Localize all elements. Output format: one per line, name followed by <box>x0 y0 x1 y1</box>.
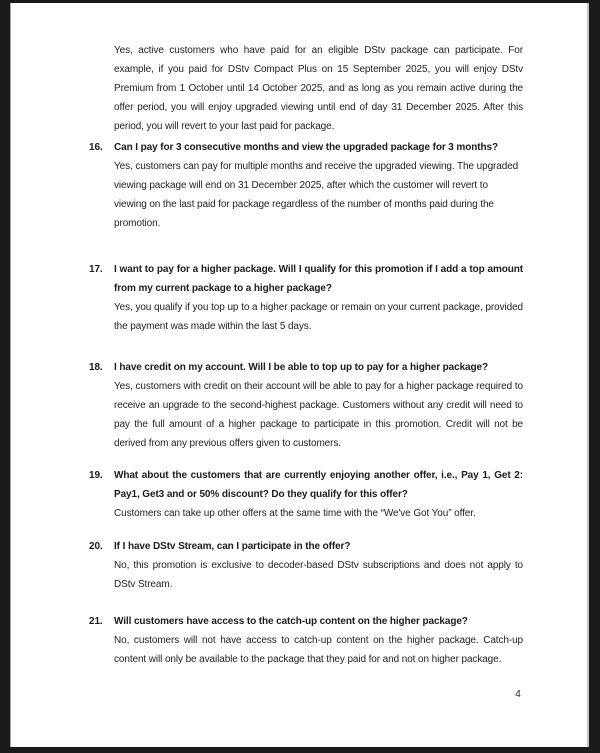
faq-item-number: 19. <box>89 470 103 481</box>
faq-question: I want to pay for a higher package. Will I qualify for this promotion if I add a top amount from my current package to a higher package? <box>114 264 523 294</box>
faq-item-19 <box>89 466 523 523</box>
faq-item-20 <box>89 537 523 594</box>
faq-item-body <box>114 138 523 233</box>
faq-item-body <box>114 466 523 523</box>
faq-answer: Yes, customers with credit on their account will be able to pay for a higher package required to receive an upgrade to the second-highest package. Customers without any credit will need to pay the full amount of a higher package to participate in this promotion. Credit will not be derived from any previous offers given to customers. <box>114 381 523 449</box>
intro-answer-paragraph: Yes, active customers who have paid for an eligible DStv package can participate. For example, if you paid for DStv Compact Plus on 15 September 2025, you will enjoy DStv Premium from 1 October until 14 October 2025, and as long as you remain active during the offer period, you will enjoy upgraded viewing until end of day 31 December 2025. After this period, you will revert to your last paid for package. <box>114 45 523 132</box>
faq-answer: Customers can take up other offers at the same time with the “We've Got You” offer. <box>114 508 476 519</box>
faq-item-body <box>114 358 523 453</box>
faq-question: Can I pay for 3 consecutive months and view the upgraded package for 3 months? <box>114 142 498 153</box>
faq-item-18 <box>89 358 523 453</box>
faq-answer: No, this promotion is exclusive to decoder-based DStv subscriptions and does not apply to DStv Stream. <box>114 560 523 590</box>
faq-question: I have credit on my account. Will I be able to top up to pay for a higher package? <box>114 362 488 373</box>
faq-item-16 <box>89 138 523 233</box>
faq-answer: No, customers will not have access to catch-up content on the higher package. Catch-up content will only be available to the package that they paid for and not on higher package. <box>114 635 523 665</box>
faq-item-number: 17. <box>89 264 103 275</box>
faq-item-21 <box>89 612 523 669</box>
faq-question: What about the customers that are currently enjoying another offer, i.e., Pay 1, Get 2: Pay1, Get3 and or 50% discount? Do they qualify for this offer? <box>114 470 523 500</box>
faq-item-body <box>114 537 523 594</box>
document-page <box>10 3 589 747</box>
faq-answer: Yes, you qualify if you top up to a higher package or remain on your current package, provided the payment was made within the last 5 days. <box>114 302 523 332</box>
faq-item-number: 21. <box>89 616 103 627</box>
faq-item-number: 20. <box>89 541 103 552</box>
faq-item-body <box>114 260 523 336</box>
faq-item-number: 18. <box>89 362 103 373</box>
page-number: 4 <box>515 689 521 700</box>
faq-item-body <box>114 612 523 669</box>
faq-item-17 <box>89 260 523 336</box>
faq-item-number: 16. <box>89 142 103 153</box>
faq-question: If I have DStv Stream, can I participate in the offer? <box>114 541 351 552</box>
faq-question: Will customers have access to the catch-up content on the higher package? <box>114 616 468 627</box>
faq-answer: Yes, customers can pay for multiple months and receive the upgraded viewing. The upgraded viewing package will end on 31 December 2025, after which the customer will revert to viewing on the last paid for package regardless of the number of months paid during the promotion. <box>114 161 519 229</box>
